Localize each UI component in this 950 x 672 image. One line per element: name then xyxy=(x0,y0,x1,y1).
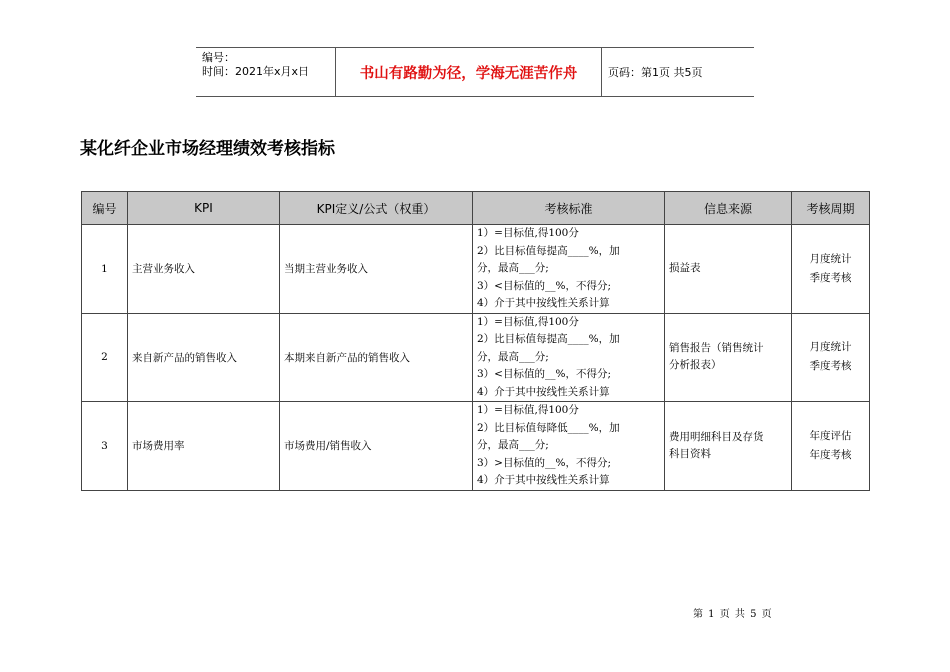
header-page-info: 页码：第1页 共5页 xyxy=(608,66,703,79)
row-source xyxy=(665,402,792,491)
row-standard xyxy=(473,402,665,491)
cycle-line: 年度评估 xyxy=(809,429,852,442)
standard-line: 分，最高___分; xyxy=(477,350,549,363)
col-header-number: 编号 xyxy=(82,192,128,225)
standard-line: 4）介于其中按线性关系计算 xyxy=(477,385,610,398)
row-definition: 当期主营业务收入 xyxy=(280,225,473,314)
row-number: 1 xyxy=(82,225,128,314)
row-standard xyxy=(473,225,665,314)
standard-line: 1）=目标值,得100分 xyxy=(477,227,579,239)
row-cycle xyxy=(792,225,870,314)
row-source xyxy=(665,313,792,402)
number-label: 编号： xyxy=(202,51,235,64)
row-number: 2 xyxy=(82,313,128,402)
source-line: 费用明细科目及存货 xyxy=(669,430,764,443)
cycle-line: 月度统计 xyxy=(809,341,852,354)
table-row xyxy=(82,402,870,491)
page-footer: 第 1 页 共 5 页 xyxy=(693,609,773,620)
cycle-line: 季度考核 xyxy=(809,360,852,373)
header-motto: 书山有路勤为径，学海无涯苦作舟 xyxy=(336,48,602,96)
row-cycle xyxy=(792,402,870,491)
source-line: 销售报告（销售统计 xyxy=(669,342,764,355)
source-line: 分析报表） xyxy=(669,359,722,372)
standard-line: 4）介于其中按线性关系计算 xyxy=(477,474,610,486)
standard-line: 3）>目标值的__%，不得分; xyxy=(477,456,611,469)
standard-line: 2）比目标值每降低____%，加 xyxy=(477,421,620,434)
standard-line: 1）=目标值,得100分 xyxy=(477,404,579,416)
cycle-line: 年度考核 xyxy=(809,448,852,461)
row-kpi: 来自新产品的销售收入 xyxy=(128,313,280,402)
kpi-table xyxy=(81,191,870,491)
page-title: 某化纤企业市场经理绩效考核指标 xyxy=(80,139,335,159)
row-definition: 本期来自新产品的销售收入 xyxy=(280,313,473,402)
col-header-kpi: KPI xyxy=(128,192,280,225)
standard-line: 分，最高___分; xyxy=(477,439,549,451)
standard-line: 2）比目标值每提高____%，加 xyxy=(477,333,620,345)
cycle-line: 月度统计 xyxy=(809,252,852,265)
source-line: 损益表 xyxy=(669,262,701,275)
row-cycle xyxy=(792,313,870,402)
table-row xyxy=(82,225,870,314)
document-header xyxy=(196,47,754,97)
header-meta xyxy=(196,48,336,96)
col-header-standard: 考核标准 xyxy=(473,192,665,225)
row-number: 3 xyxy=(82,402,128,491)
col-header-definition: KPI定义/公式（权重） xyxy=(280,192,473,225)
table-header-row xyxy=(82,192,870,225)
standard-line: 3）<目标值的__%，不得分; xyxy=(477,279,611,292)
row-standard xyxy=(473,313,665,402)
cycle-line: 季度考核 xyxy=(809,271,852,284)
source-line: 科目资料 xyxy=(669,447,711,460)
row-source xyxy=(665,225,792,314)
time-label: 时间：2021年x月x日 xyxy=(202,65,310,78)
standard-line: 3）<目标值的__%，不得分; xyxy=(477,368,611,380)
standard-line: 4）介于其中按线性关系计算 xyxy=(477,297,610,309)
row-kpi: 主营业务收入 xyxy=(128,225,280,314)
standard-line: 1）=目标值,得100分 xyxy=(477,315,579,328)
standard-line: 2）比目标值每提高____%，加 xyxy=(477,244,620,257)
row-definition: 市场费用/销售收入 xyxy=(280,402,473,491)
col-header-source: 信息来源 xyxy=(665,192,792,225)
table-row xyxy=(82,313,870,402)
col-header-cycle: 考核周期 xyxy=(792,192,870,225)
standard-line: 分，最高___分; xyxy=(477,262,549,274)
row-kpi: 市场费用率 xyxy=(128,402,280,491)
